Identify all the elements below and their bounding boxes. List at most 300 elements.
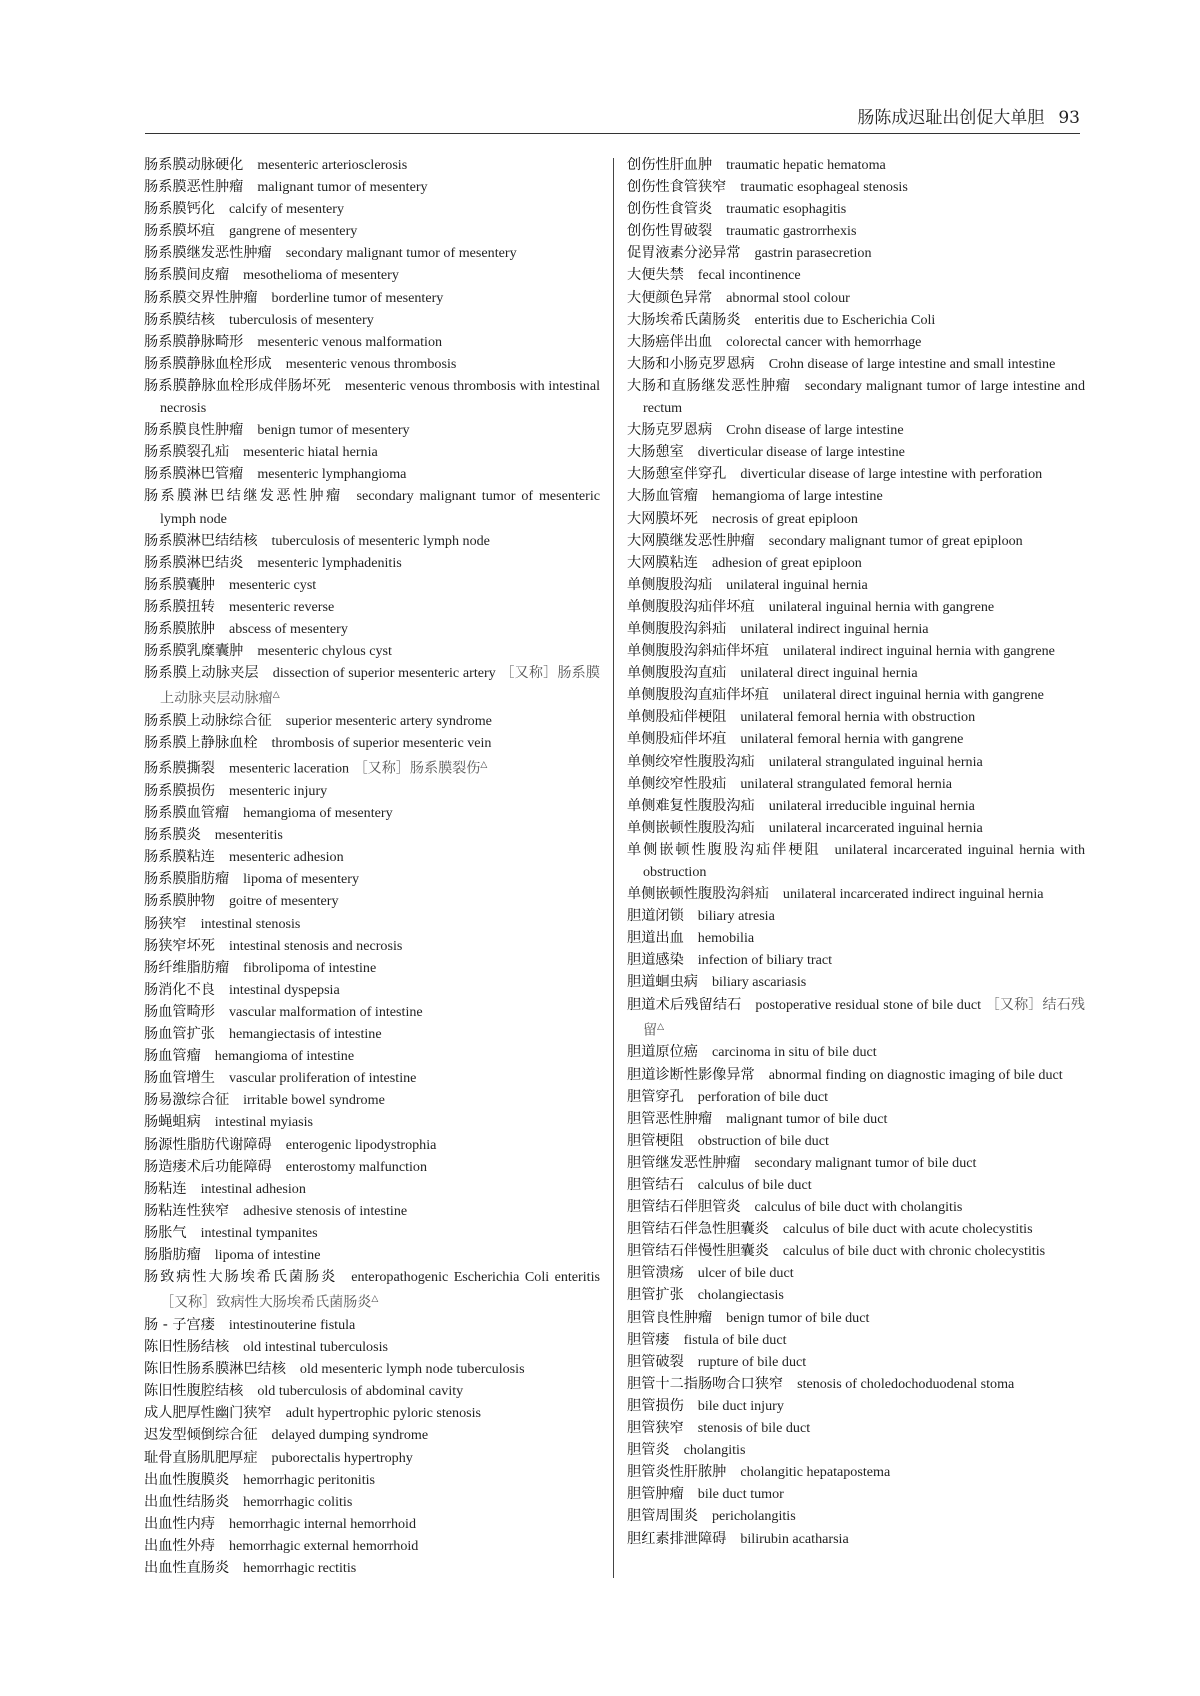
entry-chinese-term: 胆管结石伴急性胆囊炎 xyxy=(627,1221,769,1238)
entry-english-term: fecal incontinence xyxy=(697,267,801,284)
entry-chinese-term: 单侧腹股沟疝 xyxy=(627,576,713,593)
glossary-entry xyxy=(144,287,600,309)
entry-english-term: mesenteric lymphadenitis xyxy=(257,554,402,571)
entry-english-term: mesenteric arteriosclerosis xyxy=(257,157,408,173)
entry-english-term: cholangiectasis xyxy=(697,1287,784,1304)
entry-chinese-term: 胆管肿瘤 xyxy=(627,1486,684,1503)
entry-column-right xyxy=(627,154,1085,1550)
entry-chinese-term: 单侧嵌顿性腹股沟疝 xyxy=(627,819,755,836)
glossary-entry xyxy=(144,441,600,463)
glossary-entry xyxy=(144,1178,600,1200)
glossary-entry xyxy=(627,1395,1085,1417)
entry-english-term: unilateral indirect inguinal hernia xyxy=(740,620,929,637)
entry-english-term: intestinal myiasis xyxy=(214,1114,314,1131)
entry-english-term: unilateral incarcerated inguinal hernia xyxy=(768,819,983,836)
glossary-entry xyxy=(144,485,600,529)
entry-english-term: dissection of superior mesenteric artery xyxy=(272,665,496,682)
entry-chinese-term: 肠血管瘤 xyxy=(144,1048,201,1065)
glossary-entry xyxy=(627,684,1085,706)
entry-chinese-term: 肠系膜损伤 xyxy=(144,783,215,799)
glossary-entry xyxy=(627,596,1085,618)
entry-english-term: diverticular disease of large intestine with perforation xyxy=(740,466,1043,483)
entry-english-term: intestinal stenosis and necrosis xyxy=(228,937,403,954)
entry-english-term: Crohn disease of large intestine xyxy=(726,422,904,439)
entry-english-term: calcify of mesentery xyxy=(228,201,344,218)
glossary-entry xyxy=(627,1152,1085,1174)
glossary-entry xyxy=(144,1491,600,1513)
glossary-entry xyxy=(627,817,1085,839)
entry-chinese-term: 肠系膜静脉畸形 xyxy=(144,333,244,350)
entry-english-term: unilateral inguinal hernia with gangrene xyxy=(768,598,995,615)
entry-chinese-term: 肠狭窄坏死 xyxy=(144,937,215,954)
entry-chinese-term: 肠系膜恶性肿瘤 xyxy=(144,179,244,196)
entry-chinese-term: 肠蝇蛆病 xyxy=(144,1114,201,1131)
entry-chinese-term: 肠系膜淋巴结炎 xyxy=(144,554,244,571)
entry-chinese-term: 肠 - 子宫瘘 xyxy=(144,1316,215,1333)
glossary-entry xyxy=(627,485,1085,507)
entry-alias: ［又称］肠系膜裂伤 xyxy=(353,760,481,777)
triangle-mark-icon: △ xyxy=(371,1294,379,1305)
entry-chinese-term: 肠血管扩张 xyxy=(144,1026,215,1043)
entry-english-term: enterostomy malfunction xyxy=(285,1158,427,1175)
entry-english-term: unilateral direct inguinal hernia with gangrene xyxy=(782,687,1044,704)
entry-chinese-term: 胆管恶性肿瘤 xyxy=(627,1110,713,1127)
entry-english-term: old intestinal tuberculosis xyxy=(243,1339,388,1356)
entry-chinese-term: 肠系膜静脉血栓形成伴肠坏死 xyxy=(144,377,331,394)
entry-chinese-term: 出血性结肠炎 xyxy=(144,1493,230,1510)
entry-english-term: intestinal dyspepsia xyxy=(228,981,340,998)
glossary-entry xyxy=(627,1196,1085,1218)
glossary-entry xyxy=(627,508,1085,530)
glossary-entry xyxy=(144,979,600,1001)
entry-english-term: lipoma of mesentery xyxy=(243,871,359,888)
entry-chinese-term: 肠系膜坏疽 xyxy=(144,223,215,240)
entry-english-term: calculus of bile duct with cholangitis xyxy=(754,1199,963,1216)
entry-english-term: gastrin parasecretion xyxy=(754,245,872,262)
entry-chinese-term: 胆管结石 xyxy=(627,1177,684,1193)
entry-chinese-term: 肠系膜肿物 xyxy=(144,893,215,910)
entry-chinese-term: 胆道闭锁 xyxy=(627,908,684,925)
glossary-entry xyxy=(144,220,600,242)
entry-chinese-term: 肠血管增生 xyxy=(144,1070,215,1087)
glossary-entry xyxy=(627,1417,1085,1439)
glossary-entry xyxy=(144,353,600,375)
entry-chinese-term: 单侧腹股沟疝伴坏疽 xyxy=(627,598,755,615)
entry-english-term: hemorrhagic external hemorrhoid xyxy=(228,1537,419,1554)
entry-alias: ［又称］结石残留 xyxy=(643,996,1086,1039)
entry-chinese-term: 单侧腹股沟斜疝伴坏疽 xyxy=(627,643,769,660)
glossary-entry xyxy=(627,353,1085,375)
entry-chinese-term: 创伤性肝血肿 xyxy=(627,157,713,173)
glossary-entry xyxy=(627,1329,1085,1351)
glossary-entry xyxy=(144,1314,600,1336)
glossary-entry xyxy=(144,1424,600,1446)
entry-english-term: mesenteric venous malformation xyxy=(257,333,443,350)
entry-english-term: adult hypertrophic pyloric stenosis xyxy=(285,1405,482,1422)
entry-english-term: cholangitis xyxy=(683,1442,746,1459)
entry-chinese-term: 肠系膜静脉血栓形成 xyxy=(144,355,272,372)
entry-chinese-term: 大网膜粘连 xyxy=(627,554,698,571)
entry-english-term: tuberculosis of mesentery xyxy=(228,311,374,328)
entry-chinese-term: 大肠克罗恩病 xyxy=(627,422,713,439)
glossary-entry xyxy=(144,552,600,574)
entry-chinese-term: 单侧绞窄性股疝 xyxy=(627,775,727,792)
glossary-entry xyxy=(627,242,1085,264)
glossary-entry xyxy=(627,154,1085,176)
entry-chinese-term: 肠系膜良性肿瘤 xyxy=(144,422,244,439)
glossary-entry xyxy=(144,1336,600,1358)
entry-english-term: colorectal cancer with hemorrhage xyxy=(726,333,922,350)
entry-chinese-term: 大网膜继发恶性肿瘤 xyxy=(627,532,755,549)
entry-english-term: old mesenteric lymph node tuberculosis xyxy=(299,1361,525,1378)
entry-english-term: fistula of bile duct xyxy=(683,1331,787,1348)
entry-chinese-term: 单侧腹股沟斜疝 xyxy=(627,620,727,637)
entry-english-term: secondary malignant tumor of bile duct xyxy=(754,1154,977,1171)
entry-chinese-term: 肠系膜乳糜囊肿 xyxy=(144,643,244,660)
entry-chinese-term: 肠系膜囊肿 xyxy=(144,576,215,593)
entry-english-term: secondary malignant tumor of mesenteric lymph node xyxy=(160,488,600,527)
entry-english-term: hemobilia xyxy=(697,930,755,947)
entry-chinese-term: 肠致病性大肠埃希氏菌肠炎 xyxy=(144,1269,338,1286)
entry-chinese-term: 大肠憩室 xyxy=(627,444,684,461)
glossary-entry xyxy=(627,463,1085,485)
entry-english-term: hemorrhagic rectitis xyxy=(243,1559,357,1576)
entry-chinese-term: 肠系膜动脉硬化 xyxy=(144,157,244,173)
entry-english-term: unilateral inguinal hernia xyxy=(726,576,868,593)
entry-chinese-term: 胆管周围炎 xyxy=(627,1508,698,1525)
glossary-entry xyxy=(144,375,600,419)
entry-chinese-term: 肠造瘘术后功能障碍 xyxy=(144,1158,272,1175)
entry-chinese-term: 出血性腹膜炎 xyxy=(144,1471,230,1488)
entry-chinese-term: 单侧嵌顿性腹股沟斜疝 xyxy=(627,886,769,903)
entry-english-term: necrosis of great epiploon xyxy=(711,510,858,527)
entry-chinese-term: 肠系膜上动脉综合征 xyxy=(144,713,272,730)
entry-chinese-term: 大肠和小肠克罗恩病 xyxy=(627,355,755,372)
glossary-entry xyxy=(627,883,1085,905)
glossary-entry xyxy=(144,574,600,596)
entry-english-term: unilateral incarcerated inguinal hernia with obstruction xyxy=(643,841,1085,880)
entry-english-term: mesenteric venous thrombosis xyxy=(285,355,457,372)
entry-chinese-term: 出血性外痔 xyxy=(144,1537,215,1554)
entry-english-term: intestinal adhesion xyxy=(200,1180,306,1197)
entry-english-term: abnormal stool colour xyxy=(726,289,850,306)
entry-english-term: ulcer of bile duct xyxy=(697,1265,794,1282)
glossary-entry xyxy=(144,419,600,441)
entry-english-term: hemorrhagic internal hemorrhoid xyxy=(228,1515,417,1532)
glossary-entry xyxy=(144,1402,600,1424)
entry-alias: ［又称］肠系膜上动脉夹层动脉瘤 xyxy=(160,665,600,707)
entry-chinese-term: 陈旧性腹腔结核 xyxy=(144,1383,244,1400)
glossary-entry xyxy=(627,1064,1085,1086)
entry-english-term: superior mesenteric artery syndrome xyxy=(285,713,492,730)
glossary-entry xyxy=(627,331,1085,353)
entry-chinese-term: 胆管良性肿瘤 xyxy=(627,1309,713,1326)
entry-english-term: bile duct tumor xyxy=(697,1486,784,1503)
entry-chinese-term: 肠纤维脂肪瘤 xyxy=(144,959,230,976)
entry-english-term: mesothelioma of mesentery xyxy=(243,267,399,284)
entry-chinese-term: 肠粘连性狭窄 xyxy=(144,1202,230,1219)
entry-chinese-term: 胆道出血 xyxy=(627,930,684,947)
glossary-entry xyxy=(627,1262,1085,1284)
entry-english-term: hemorrhagic peritonitis xyxy=(243,1471,376,1488)
entry-chinese-term: 胆道术后残留结石 xyxy=(627,996,742,1013)
entry-english-term: mesenteric lymphangioma xyxy=(257,466,407,483)
entry-english-term: mesenteric hiatal hernia xyxy=(243,444,378,461)
glossary-entry xyxy=(144,530,600,552)
entry-chinese-term: 单侧腹股沟直疝 xyxy=(627,665,727,682)
entry-chinese-term: 单侧绞窄性腹股沟疝 xyxy=(627,753,755,770)
glossary-entry xyxy=(627,1240,1085,1262)
glossary-entry xyxy=(144,732,600,754)
entry-english-term: secondary malignant tumor of large intestine and rectum xyxy=(643,377,1085,417)
entry-chinese-term: 肠脂肪瘤 xyxy=(144,1246,201,1263)
entry-chinese-term: 胆管结石伴慢性胆囊炎 xyxy=(627,1243,769,1260)
entry-chinese-term: 单侧难复性腹股沟疝 xyxy=(627,797,755,814)
glossary-entry xyxy=(144,1200,600,1222)
glossary-entry xyxy=(144,802,600,824)
entry-english-term: Crohn disease of large intestine and small intestine xyxy=(768,355,1056,372)
entry-chinese-term: 大肠和直肠继发恶性肿瘤 xyxy=(627,377,791,394)
entry-english-term: traumatic esophagitis xyxy=(726,201,847,218)
glossary-entry xyxy=(144,1222,600,1244)
entry-english-term: fibrolipoma of intestine xyxy=(243,959,377,976)
entry-english-term: calculus of bile duct with acute cholecystitis xyxy=(782,1221,1033,1238)
entry-english-term: hemangioma of mesentery xyxy=(243,805,393,822)
entry-chinese-term: 大肠埃希氏菌肠炎 xyxy=(627,311,741,328)
entry-chinese-term: 迟发型倾倒综合征 xyxy=(144,1427,258,1444)
glossary-entry xyxy=(144,1358,600,1380)
entry-english-term: biliary ascariasis xyxy=(711,974,807,991)
entry-english-term: obstruction of bile duct xyxy=(697,1132,829,1149)
entry-chinese-term: 促胃液素分泌异常 xyxy=(627,245,741,262)
entry-english-term: enterogenic lipodystrophia xyxy=(285,1136,437,1153)
entry-english-term: goitre of mesentery xyxy=(228,893,339,910)
entry-chinese-term: 肠系膜间皮瘤 xyxy=(144,267,230,284)
entry-chinese-term: 单侧嵌顿性腹股沟疝伴梗阻 xyxy=(627,841,821,858)
entry-chinese-term: 肠系膜粘连 xyxy=(144,849,215,866)
entry-english-term: unilateral indirect inguinal hernia with gangrene xyxy=(782,643,1055,660)
glossary-entry xyxy=(144,1380,600,1402)
glossary-entry xyxy=(627,1218,1085,1240)
entry-chinese-term: 胆管穿孔 xyxy=(627,1088,684,1105)
entry-english-term: enteropathogenic Escherichia Coli enteritis xyxy=(351,1269,600,1286)
entry-english-term: cholangitic hepatapostema xyxy=(740,1464,891,1481)
entry-english-term: traumatic gastrorrhexis xyxy=(726,223,857,240)
entry-chinese-term: 肠系膜炎 xyxy=(144,827,201,844)
entry-chinese-term: 肠血管畸形 xyxy=(144,1003,215,1020)
entry-english-term: unilateral strangulated inguinal hernia xyxy=(768,753,983,770)
glossary-entry xyxy=(144,1469,600,1491)
glossary-entry xyxy=(627,618,1085,640)
glossary-entry xyxy=(627,1086,1085,1108)
glossary-entry xyxy=(144,780,600,802)
glossary-entry xyxy=(627,1284,1085,1306)
glossary-entry xyxy=(144,824,600,846)
entry-chinese-term: 成人肥厚性幽门狭窄 xyxy=(144,1405,272,1422)
entry-english-term: calculus of bile duct with chronic cholecystitis xyxy=(782,1243,1046,1260)
entry-chinese-term: 胆管结石伴胆管炎 xyxy=(627,1199,741,1216)
entry-english-term: stenosis of bile duct xyxy=(697,1420,811,1437)
entry-chinese-term: 肠系膜裂孔疝 xyxy=(144,444,230,461)
glossary-entry xyxy=(144,1111,600,1133)
glossary-entry xyxy=(627,706,1085,728)
entry-english-term: intestinal stenosis xyxy=(200,915,301,932)
entry-chinese-term: 肠消化不良 xyxy=(144,981,215,998)
entry-english-term: irritable bowel syndrome xyxy=(243,1092,385,1109)
glossary-entry xyxy=(627,574,1085,596)
glossary-entry xyxy=(144,913,600,935)
entry-chinese-term: 胆管瘘 xyxy=(627,1331,670,1348)
entry-english-term: infection of biliary tract xyxy=(697,952,832,969)
entry-english-term: abnormal finding on diagnostic imaging of bile duct xyxy=(768,1066,1063,1083)
entry-english-term: unilateral direct inguinal hernia xyxy=(740,665,918,682)
triangle-mark-icon: △ xyxy=(657,1021,665,1032)
glossary-entry xyxy=(144,1244,600,1266)
entry-english-term: lipoma of intestine xyxy=(214,1246,321,1263)
entry-chinese-term: 肠系膜钙化 xyxy=(144,201,215,218)
glossary-entry xyxy=(144,1535,600,1557)
entry-chinese-term: 单侧股疝伴坏疽 xyxy=(627,731,727,748)
glossary-entry xyxy=(144,596,600,618)
entry-chinese-term: 胆管炎性肝脓肿 xyxy=(627,1464,727,1481)
entry-chinese-term: 胆管继发恶性肿瘤 xyxy=(627,1154,741,1171)
glossary-entry xyxy=(144,890,600,912)
glossary-entry xyxy=(627,1528,1085,1550)
entry-chinese-term: 肠狭窄 xyxy=(144,915,187,932)
entry-english-term: unilateral femoral hernia with obstruction xyxy=(740,709,976,726)
entry-english-term: mesenteric adhesion xyxy=(228,849,344,866)
glossary-entry xyxy=(627,1130,1085,1152)
entry-english-term: unilateral incarcerated indirect inguinal hernia xyxy=(782,886,1044,903)
entry-chinese-term: 大肠憩室伴穿孔 xyxy=(627,466,727,483)
glossary-entry xyxy=(144,935,600,957)
entry-chinese-term: 胆道蛔虫病 xyxy=(627,974,698,991)
glossary-entry xyxy=(627,198,1085,220)
glossary-entry xyxy=(144,1447,600,1469)
glossary-entry xyxy=(144,309,600,331)
triangle-mark-icon: △ xyxy=(272,690,280,701)
column-divider xyxy=(613,158,614,1578)
glossary-entry xyxy=(144,640,600,662)
entry-english-term: puborectalis hypertrophy xyxy=(271,1449,413,1466)
entry-english-term: abscess of mesentery xyxy=(228,620,348,637)
entry-chinese-term: 单侧股疝伴梗阻 xyxy=(627,709,727,726)
entry-chinese-term: 肠系膜血管瘤 xyxy=(144,805,230,822)
entry-english-term: mesenteric injury xyxy=(228,783,328,799)
entry-chinese-term: 肠系膜上动脉夹层 xyxy=(144,665,259,682)
entry-chinese-term: 肠系膜脂肪瘤 xyxy=(144,871,230,888)
entry-chinese-term: 大肠癌伴出血 xyxy=(627,333,713,350)
header-rule xyxy=(145,133,1080,134)
glossary-entry xyxy=(627,419,1085,441)
glossary-entry xyxy=(144,1513,600,1535)
glossary-entry xyxy=(144,463,600,485)
entry-chinese-term: 胆红素排泄障碍 xyxy=(627,1530,727,1547)
glossary-entry xyxy=(627,287,1085,309)
entry-english-term: biliary atresia xyxy=(697,908,775,925)
entry-chinese-term: 肠系膜撕裂 xyxy=(144,760,215,777)
glossary-entry xyxy=(627,751,1085,773)
entry-chinese-term: 肠胀气 xyxy=(144,1224,187,1241)
glossary-entry xyxy=(627,1174,1085,1196)
glossary-entry xyxy=(627,1307,1085,1329)
entry-english-term: diverticular disease of large intestine xyxy=(697,444,905,461)
glossary-entry xyxy=(144,176,600,198)
glossary-entry xyxy=(144,1067,600,1089)
glossary-entry xyxy=(144,1045,600,1067)
glossary-entry xyxy=(144,264,600,286)
entry-chinese-term: 肠粘连 xyxy=(144,1180,187,1197)
entry-chinese-term: 陈旧性肠结核 xyxy=(144,1339,230,1356)
entry-english-term: gangrene of mesentery xyxy=(228,223,358,240)
entry-english-term: mesenteric chylous cyst xyxy=(257,643,392,660)
glossary-entry xyxy=(627,1351,1085,1373)
entry-chinese-term: 肠系膜淋巴结结核 xyxy=(144,532,258,549)
entry-chinese-term: 出血性直肠炎 xyxy=(144,1559,230,1576)
entry-chinese-term: 肠系膜继发恶性肿瘤 xyxy=(144,245,272,262)
entry-english-term: unilateral irreducible inguinal hernia xyxy=(768,797,975,814)
glossary-entry xyxy=(627,949,1085,971)
entry-alias: ［又称］致病性大肠埃希氏菌肠炎 xyxy=(160,1294,372,1311)
entry-english-term: rupture of bile duct xyxy=(697,1353,807,1370)
glossary-entry xyxy=(144,154,600,176)
entry-english-term: malignant tumor of mesentery xyxy=(257,179,428,196)
glossary-entry xyxy=(627,1461,1085,1483)
entry-english-term: unilateral femoral hernia with gangrene xyxy=(740,731,964,748)
entry-english-term: carcinoma in situ of bile duct xyxy=(711,1044,877,1061)
entry-chinese-term: 胆道诊断性影像异常 xyxy=(627,1066,755,1083)
entry-chinese-term: 大便失禁 xyxy=(627,267,684,284)
entry-chinese-term: 大网膜坏死 xyxy=(627,510,698,527)
entry-english-term: intestinal tympanites xyxy=(200,1224,318,1241)
glossary-entry xyxy=(144,1089,600,1111)
glossary-entry xyxy=(627,994,1085,1042)
entry-english-term: vascular malformation of intestine xyxy=(228,1003,423,1020)
entry-chinese-term: 肠系膜结核 xyxy=(144,311,215,328)
entry-chinese-term: 胆管梗阻 xyxy=(627,1132,684,1149)
glossary-entry xyxy=(627,1483,1085,1505)
entry-chinese-term: 胆道感染 xyxy=(627,952,684,969)
entry-english-term: hemangioma of intestine xyxy=(214,1048,355,1065)
entry-english-term: bilirubin acatharsia xyxy=(740,1530,849,1547)
entry-chinese-term: 胆管扩张 xyxy=(627,1287,684,1304)
glossary-entry xyxy=(144,198,600,220)
glossary-entry xyxy=(627,441,1085,463)
entry-english-term: intestinouterine fistula xyxy=(228,1316,356,1333)
entry-chinese-term: 肠系膜交界性肿瘤 xyxy=(144,289,258,306)
entry-chinese-term: 肠源性脂肪代谢障碍 xyxy=(144,1136,272,1153)
entry-chinese-term: 创伤性食管炎 xyxy=(627,201,713,218)
entry-english-term: adhesive stenosis of intestine xyxy=(243,1202,408,1219)
glossary-entry xyxy=(144,846,600,868)
entry-english-term: traumatic esophageal stenosis xyxy=(740,179,908,196)
entry-english-term: secondary malignant tumor of mesentery xyxy=(285,245,517,262)
glossary-entry xyxy=(144,662,600,710)
entry-english-term: mesenteric cyst xyxy=(228,576,317,593)
entry-english-term: adhesion of great epiploon xyxy=(711,554,862,571)
glossary-entry xyxy=(627,264,1085,286)
entry-chinese-term: 胆管损伤 xyxy=(627,1397,684,1414)
entry-english-term: perforation of bile duct xyxy=(697,1088,829,1105)
entry-chinese-term: 胆管炎 xyxy=(627,1442,670,1459)
glossary-entry xyxy=(144,1134,600,1156)
entry-english-term: postoperative residual stone of bile duct xyxy=(755,996,982,1013)
entry-chinese-term: 肠系膜扭转 xyxy=(144,598,215,615)
entry-english-term: benign tumor of mesentery xyxy=(257,422,410,439)
entry-chinese-term: 胆管十二指肠吻合口狭窄 xyxy=(627,1375,784,1392)
entry-english-term: vascular proliferation of intestine xyxy=(228,1070,417,1087)
glossary-entry xyxy=(144,868,600,890)
